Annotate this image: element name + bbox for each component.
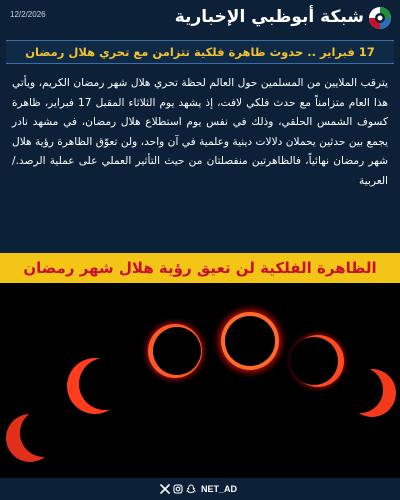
banner-text: الظاهرة الفلكية لن تعيق رؤية هلال شهر رمضان	[23, 259, 377, 277]
instagram-icon[interactable]	[173, 484, 183, 494]
snapchat-icon[interactable]	[186, 484, 196, 494]
abu-dhabi-network-logo-icon	[368, 6, 392, 30]
eclipse-phase-3	[141, 317, 209, 385]
post-date: 12/2/2026	[10, 10, 46, 19]
social-handle[interactable]: NET_AD	[201, 484, 238, 494]
footer	[0, 478, 400, 500]
eclipse-sequence-photo	[0, 283, 400, 478]
eclipse-phase-4	[212, 303, 288, 379]
headline: 17 فبراير .. حدوث ظاهرة فلكية تتزامن مع تحري هلال رمضان	[25, 45, 375, 59]
highlight-banner	[0, 253, 400, 283]
brand-name: شبكة أبوظبي الإخبارية	[174, 7, 364, 27]
x-icon[interactable]	[160, 484, 170, 494]
header	[0, 0, 400, 38]
article-body: يترقب الملايين من المسلمين حول العالم لحظة تحري هلال شهر رمضان الكريم، ويأتي هذا العام متزامناً مع حدث فلكي لافت، إذ يشهد يوم الثلاثاء المقبل 17 فبراير، ظاهرة كسوف الشمس الحلقي، وذلك في نفس يوم استطلاع هلال رمضان، في مشهد نادر يجمع بين حدثين يحملان دلالات دينية وعلمية في آن واحد، ولن تعوّق الظاهرة رؤية هلال شهر رمضان نهائياً، فالظاهرتين منفصلتان من حيث التأثير العملي على عملية الرصد./ العربية	[12, 77, 389, 187]
headline-band	[6, 40, 394, 64]
social-handles	[160, 483, 237, 495]
